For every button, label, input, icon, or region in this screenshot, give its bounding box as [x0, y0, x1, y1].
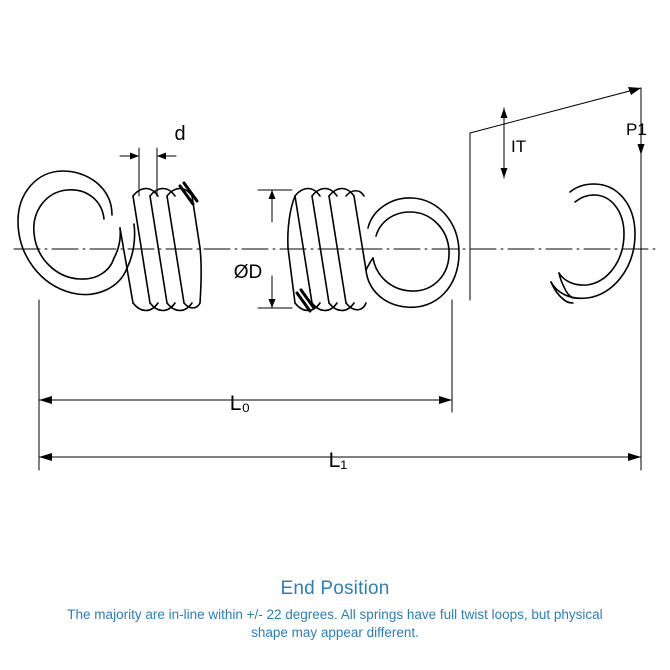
label-initial-tension: IT	[511, 137, 527, 156]
right-coil-body	[288, 189, 366, 312]
caption-title: End Position	[280, 578, 390, 599]
dimension-initial-tension	[470, 87, 641, 300]
label-wire-diameter: d	[174, 123, 186, 145]
caption-block	[0, 578, 670, 642]
dimension-overall-length	[39, 130, 641, 470]
label-free-length: L₀	[229, 392, 251, 415]
left-coil-body	[120, 183, 201, 311]
left-end-loop	[18, 171, 135, 295]
label-p1: P1	[626, 120, 647, 139]
right-end-loop	[366, 198, 459, 307]
end-position-loop	[551, 184, 635, 303]
label-overall-length: L₁	[328, 449, 348, 472]
label-outside-diameter: ØD	[233, 262, 263, 283]
caption-note: The majority are in-line within +/- 22 degrees. All springs have full twist loops, but physical shape may appear different.	[67, 607, 603, 641]
